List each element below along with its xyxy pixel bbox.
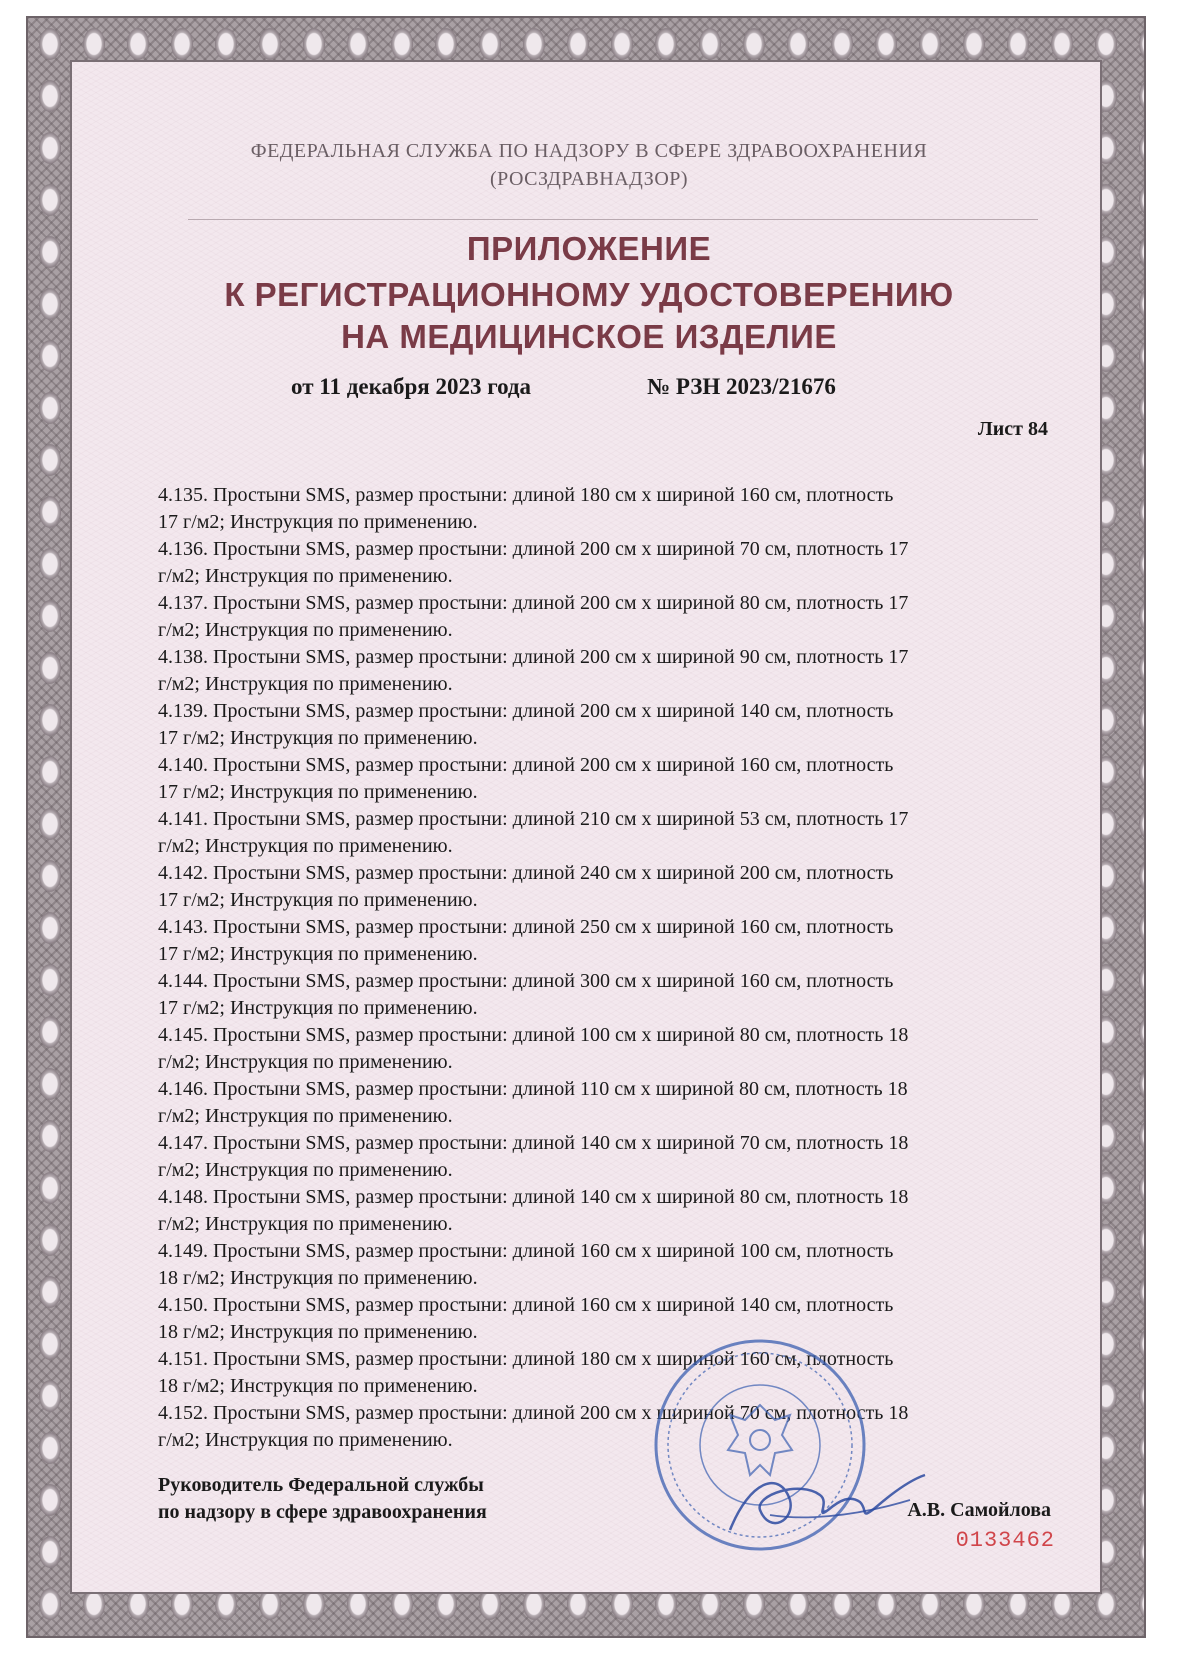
list-item-continuation: 18 г/м2; Инструкция по применению. xyxy=(158,1375,478,1397)
list-item: 4.145. Простыни SMS, размер простыни: длиной 100 см х шириной 80 см, плотность 18 xyxy=(158,1024,909,1046)
list-item: 4.139. Простыни SMS, размер простыни: длиной 200 см х шириной 140 см, плотность xyxy=(158,700,894,722)
document-title-line1: ПРИЛОЖЕНИЕ xyxy=(466,230,712,267)
list-item-continuation: г/м2; Инструкция по применению. xyxy=(158,1159,453,1181)
list-item: 4.137. Простыни SMS, размер простыни: длиной 200 см х шириной 80 см, плотность 17 xyxy=(158,592,909,614)
list-item: 4.149. Простыни SMS, размер простыни: длиной 160 см х шириной 100 см, плотность xyxy=(158,1240,894,1262)
signature-icon xyxy=(710,1440,940,1550)
list-item: 4.147. Простыни SMS, размер простыни: длиной 140 см х шириной 70 см, плотность 18 xyxy=(158,1132,909,1154)
list-item: 4.142. Простыни SMS, размер простыни: длиной 240 см х шириной 200 см, плотность xyxy=(158,862,894,884)
list-item: 4.140. Простыни SMS, размер простыни: длиной 200 см х шириной 160 см, плотность xyxy=(158,754,894,776)
document-title-line3: НА МЕДИЦИНСКОЕ ИЗДЕЛИЕ xyxy=(341,318,837,355)
list-item-continuation: 17 г/м2; Инструкция по применению. xyxy=(158,727,478,749)
serial-number: 0133462 xyxy=(955,1528,1055,1553)
list-item-continuation: 17 г/м2; Инструкция по применению. xyxy=(158,511,478,533)
list-item: 4.135. Простыни SMS, размер простыни: длиной 180 см х шириной 160 см, плотность xyxy=(158,484,894,506)
list-item-continuation: г/м2; Инструкция по применению. xyxy=(158,619,453,641)
list-item: 4.148. Простыни SMS, размер простыни: длиной 140 см х шириной 80 см, плотность 18 xyxy=(158,1186,909,1208)
signer-title-line1: Руководитель Федеральной службы xyxy=(158,1474,484,1496)
list-item-continuation: г/м2; Инструкция по применению. xyxy=(158,1051,453,1073)
list-item: 4.151. Простыни SMS, размер простыни: длиной 180 см х шириной 160 см, плотность xyxy=(158,1348,894,1370)
list-item: 4.150. Простыни SMS, размер простыни: длиной 160 см х шириной 140 см, плотность xyxy=(158,1294,894,1316)
list-item-continuation: г/м2; Инструкция по применению. xyxy=(158,565,453,587)
list-item: 4.152. Простыни SMS, размер простыни: длиной 200 см х шириной 70 см, плотность 18 xyxy=(158,1402,909,1424)
list-item: 4.146. Простыни SMS, размер простыни: длиной 110 см х шириной 80 см, плотность 18 xyxy=(158,1078,908,1100)
list-item: 4.143. Простыни SMS, размер простыни: длиной 250 см х шириной 160 см, плотность xyxy=(158,916,894,938)
list-item-continuation: 17 г/м2; Инструкция по применению. xyxy=(158,781,478,803)
registration-number: № РЗН 2023/21676 xyxy=(647,374,836,399)
list-item-continuation: г/м2; Инструкция по применению. xyxy=(158,835,453,857)
sheet-number: Лист 84 xyxy=(977,418,1048,440)
list-item-continuation: г/м2; Инструкция по применению. xyxy=(158,673,453,695)
list-item: 4.136. Простыни SMS, размер простыни: длиной 200 см х шириной 70 см, плотность 17 xyxy=(158,538,909,560)
header-divider xyxy=(188,219,1038,220)
list-item-continuation: 18 г/м2; Инструкция по применению. xyxy=(158,1267,478,1289)
signer-title xyxy=(158,1472,487,1526)
signer-title-line2: по надзору в сфере здравоохранения xyxy=(158,1501,487,1523)
list-item-continuation: г/м2; Инструкция по применению. xyxy=(158,1105,453,1127)
list-item: 4.138. Простыни SMS, размер простыни: длиной 200 см х шириной 90 см, плотность 17 xyxy=(158,646,909,668)
agency-name: ФЕДЕРАЛЬНАЯ СЛУЖБА ПО НАДЗОРУ В СФЕРЕ ЗДРАВООХРАНЕНИЯ xyxy=(250,140,928,162)
signer-name: А.В. Самойлова xyxy=(907,1499,1051,1521)
items-list xyxy=(158,482,1058,1454)
document-title-line2: К РЕГИСТРАЦИОННОМУ УДОСТОВЕРЕНИЮ xyxy=(224,276,954,313)
issue-date: от 11 декабря 2023 года xyxy=(291,374,532,399)
agency-abbreviation: (РОСЗДРАВНАДЗОР) xyxy=(489,168,689,190)
list-item: 4.141. Простыни SMS, размер простыни: длиной 210 см х шириной 53 см, плотность 17 xyxy=(158,808,909,830)
list-item-continuation: г/м2; Инструкция по применению. xyxy=(158,1213,453,1235)
list-item-continuation: 17 г/м2; Инструкция по применению. xyxy=(158,997,478,1019)
list-item-continuation: 17 г/м2; Инструкция по применению. xyxy=(158,889,478,911)
list-item-continuation: г/м2; Инструкция по применению. xyxy=(158,1429,453,1451)
list-item: 4.144. Простыни SMS, размер простыни: длиной 300 см х шириной 160 см, плотность xyxy=(158,970,894,992)
list-item-continuation: 18 г/м2; Инструкция по применению. xyxy=(158,1321,478,1343)
list-item-continuation: 17 г/м2; Инструкция по применению. xyxy=(158,943,478,965)
